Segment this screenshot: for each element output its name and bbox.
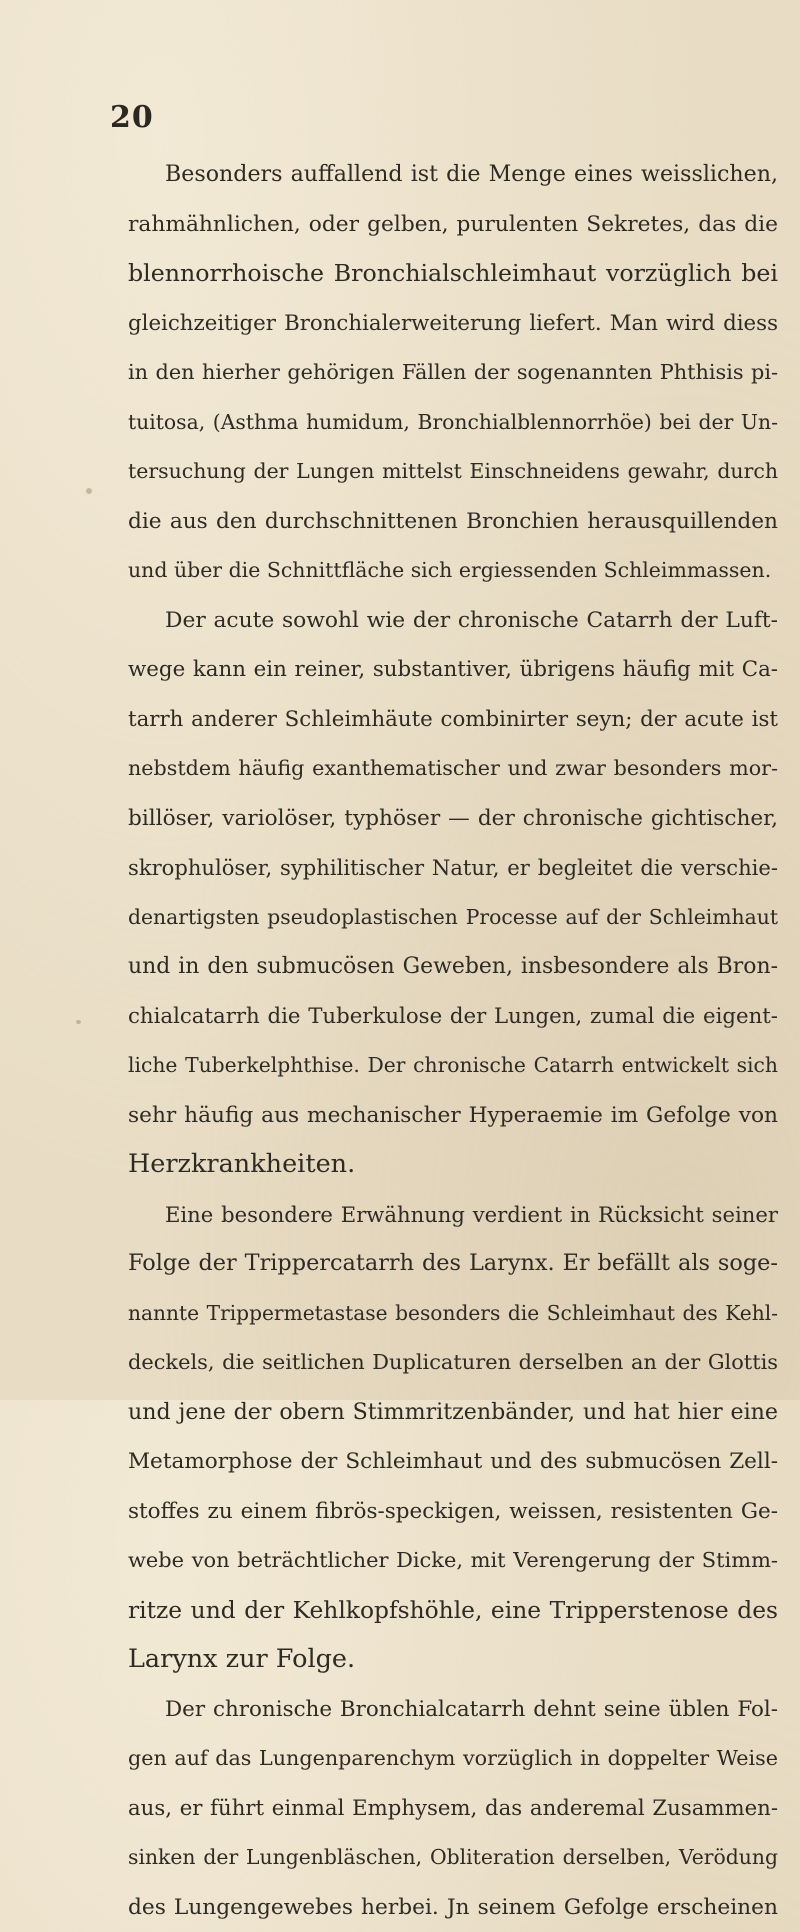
text-line: billöser, variolöser, typhöser — der chronische gichtischer, <box>128 794 778 844</box>
text-line: chialcatarrh die Tuberkulose der Lungen, zumal die eigent- <box>128 992 778 1042</box>
text-line: gleichzeitiger Bronchialerweiterung liefert. Man wird diess <box>128 299 778 349</box>
text-line: aus, er führt einmal Emphysem, das anderemal Zusammen- <box>128 1784 778 1834</box>
text-line: denartigsten pseudoplastischen Processe auf der Schleimhaut <box>128 893 778 943</box>
text-line: und jene der obern Stimmritzenbänder, und hat hier eine <box>128 1388 778 1438</box>
paper-stain <box>86 488 92 494</box>
text-line: nebstdem häufig exanthematischer und zwar besonders mor- <box>128 744 778 794</box>
text-line: sehr häufig aus mechanischer Hyperaemie im Gefolge von <box>128 1091 778 1141</box>
text-line: stoffes zu einem fibrös-speckigen, weissen, resistenten Ge- <box>128 1487 778 1537</box>
text-line: sinken der Lungenbläschen, Obliteration derselben, Verödung <box>128 1833 778 1883</box>
text-line: rahmähnlichen, oder gelben, purulenten Sekretes, das die <box>128 200 778 250</box>
text-line: webe von beträchtlicher Dicke, mit Verengerung der Stimm- <box>128 1536 778 1586</box>
text-line: deckels, die seitlichen Duplicaturen derselben an der Glottis <box>128 1338 778 1388</box>
paper-stain <box>76 1020 81 1024</box>
text-line: Herzkrankheiten. <box>128 1140 778 1190</box>
text-line: und in den submucösen Geweben, insbesondere als Bron- <box>128 942 778 992</box>
text-line: des Lungengewebes herbei. Jn seinem Gefolge erscheinen <box>128 1883 778 1932</box>
text-line: gen auf das Lungenparenchym vorzüglich in doppelter Weise <box>128 1734 778 1784</box>
text-line: ritze und der Kehlkopfshöhle, eine Tripperstenose des <box>128 1586 778 1636</box>
text-line: die aus den durchschnittenen Bronchien herausquillenden <box>128 497 778 547</box>
text-line: Larynx zur Folge. <box>128 1635 778 1685</box>
text-line: Eine besondere Erwähnung verdient in Rücksicht seiner <box>128 1190 778 1240</box>
text-line: Metamorphose der Schleimhaut und des submucösen Zell- <box>128 1437 778 1487</box>
text-line: tuitosa, (Asthma humidum, Bronchialblennorrhöe) bei der Un- <box>128 398 778 448</box>
text-line: Der acute sowohl wie der chronische Catarrh der Luft- <box>128 596 778 646</box>
text-line: blennorrhoische Bronchialschleimhaut vorzüglich bei <box>128 249 778 299</box>
body-text <box>128 150 778 1932</box>
text-line: wege kann ein reiner, substantiver, übrigens häufig mit Ca- <box>128 645 778 695</box>
text-line: Besonders auffallend ist die Menge eines weisslichen, <box>128 150 778 200</box>
text-line: nannte Trippermetastase besonders die Schleimhaut des Kehl- <box>128 1289 778 1339</box>
text-line: tersuchung der Lungen mittelst Einschneidens gewahr, durch <box>128 447 778 497</box>
text-line: tarrh anderer Schleimhäute combinirter seyn; der acute ist <box>128 695 778 745</box>
text-line: liche Tuberkelphthise. Der chronische Catarrh entwickelt sich <box>128 1041 778 1091</box>
text-line: Folge der Trippercatarrh des Larynx. Er befällt als soge- <box>128 1239 778 1289</box>
text-line: in den hierher gehörigen Fällen der sogenannten Phthisis pi- <box>128 348 778 398</box>
text-line: Der chronische Bronchialcatarrh dehnt seine üblen Fol- <box>128 1685 778 1735</box>
text-line: und über die Schnittfläche sich ergiessenden Schleimmassen. <box>128 546 778 596</box>
text-line: skrophulöser, syphilitischer Natur, er begleitet die verschie- <box>128 843 778 893</box>
page-number: 20 <box>110 100 154 135</box>
